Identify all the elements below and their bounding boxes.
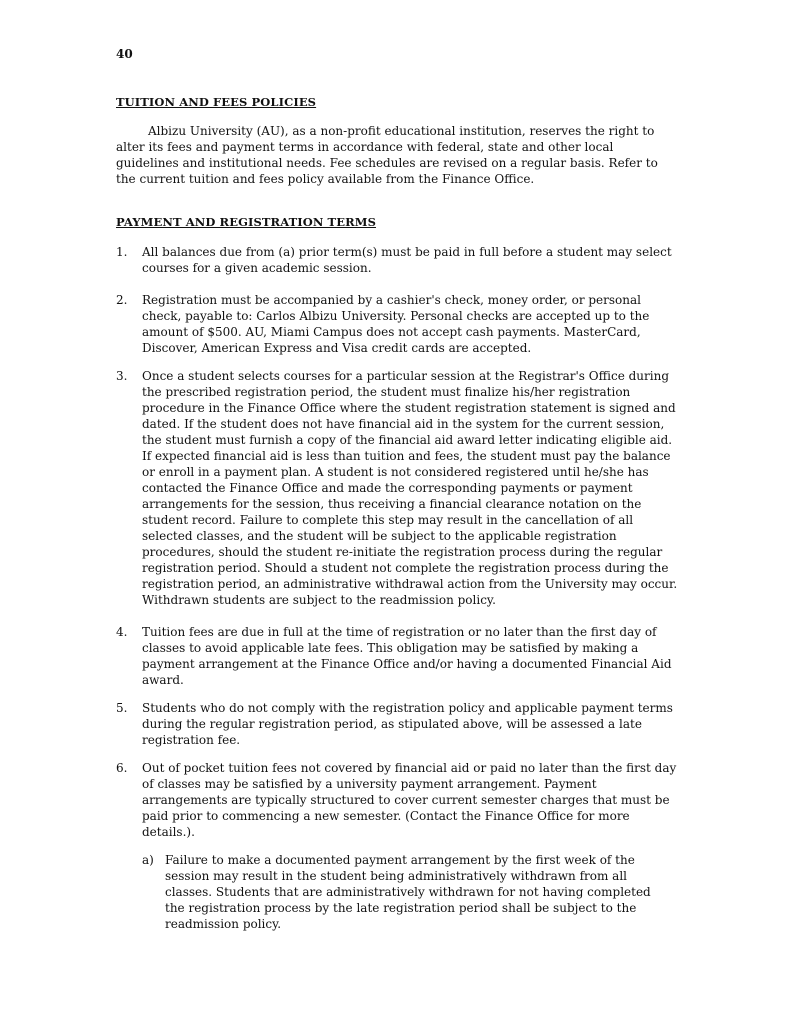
list-item-text: Students who do not comply with the registration policy and applicable payment terms during the regular registration period, as stipulated above, will be assessed a late registration fee.	[142, 701, 673, 747]
tuition-fees-paragraph: Albizu University (AU), as a non-profit educational institution, reserves the right to alter its fees and payment terms in accordance with federal, state and other local guidelines and institutional needs. Fee schedules are revised on a regular basis. Refer to the current tuition and fees policy available from the Finance Office.	[116, 124, 658, 186]
list-item-text: Once a student selects courses for a particular session at the Registrar's Office during the prescribed registration period, the student must finalize his/her registration procedure in the Finance Office where the student registration statement is signed and dated. If the student does not have financial aid in the system for the current session, the student must furnish a copy of the financial aid award letter indicating eligible aid. If expected financial aid is less than tuition and fees, the student must pay the balance or enroll in a payment plan. A student is not considered registered until he/she has contacted the Finance Office and made the corresponding payments or payment arrangements for the session, thus receiving a financial clearance notation on the student record. Failure to complete this step may result in the cancellation of all selected classes, and the student will be subject to the applicable registration procedures, should the student re-initiate the registration process during the regular registration period. Should a student not complete the registration process during the registration period, an administrative withdrawal action from the University may occur. Withdrawn students are subject to the readmission policy.	[142, 369, 678, 607]
list-item-number: 2.	[116, 293, 128, 307]
list-item	[116, 700, 678, 748]
sub-list-item	[142, 852, 672, 932]
list-item	[116, 292, 678, 356]
list-item	[116, 368, 678, 608]
page-number: 40	[116, 47, 133, 61]
list-item	[116, 244, 678, 276]
sub-list-item-text: Failure to make a documented payment arrangement by the first week of the session may result in the student being administratively withdrawn from all classes. Students that are administratively withdrawn for not having completed the registration process by the late registration period shall be subject to the readmission policy.	[165, 853, 651, 931]
sub-list-item-label: a)	[142, 853, 154, 867]
payment-registration-heading: PAYMENT AND REGISTRATION TERMS	[116, 215, 376, 229]
list-item-text: All balances due from (a) prior term(s) must be paid in full before a student may select courses for a given academic session.	[142, 245, 672, 275]
list-item	[116, 624, 678, 688]
list-item-text: Out of pocket tuition fees not covered by financial aid or paid no later than the first day of classes may be satisfied by a university payment arrangement. Payment arrangements are typically structured to cover current semester charges that must be paid prior to commencing a new semester. (Contact the Finance Office for more details.).	[142, 761, 677, 839]
list-item	[116, 760, 678, 840]
list-item-text: Tuition fees are due in full at the time of registration or no later than the first day of classes to avoid applicable late fees. This obligation may be satisfied by making a payment arrangement at the Finance Office and/or having a documented Financial Aid award.	[142, 625, 672, 687]
list-item-number: 6.	[116, 761, 128, 775]
tuition-fees-heading: TUITION AND FEES POLICIES	[116, 95, 317, 109]
list-item-number: 1.	[116, 245, 128, 259]
list-item-text: Registration must be accompanied by a cashier's check, money order, or personal check, payable to: Carlos Albizu University. Personal checks are accepted up to the amount of $500. AU, Miami Campus does not accept cash payments. MasterCard, Discover, American Express and Visa credit cards are accepted.	[142, 293, 650, 355]
list-item-number: 3.	[116, 369, 128, 383]
list-item-number: 4.	[116, 625, 128, 639]
list-item-number: 5.	[116, 701, 128, 715]
